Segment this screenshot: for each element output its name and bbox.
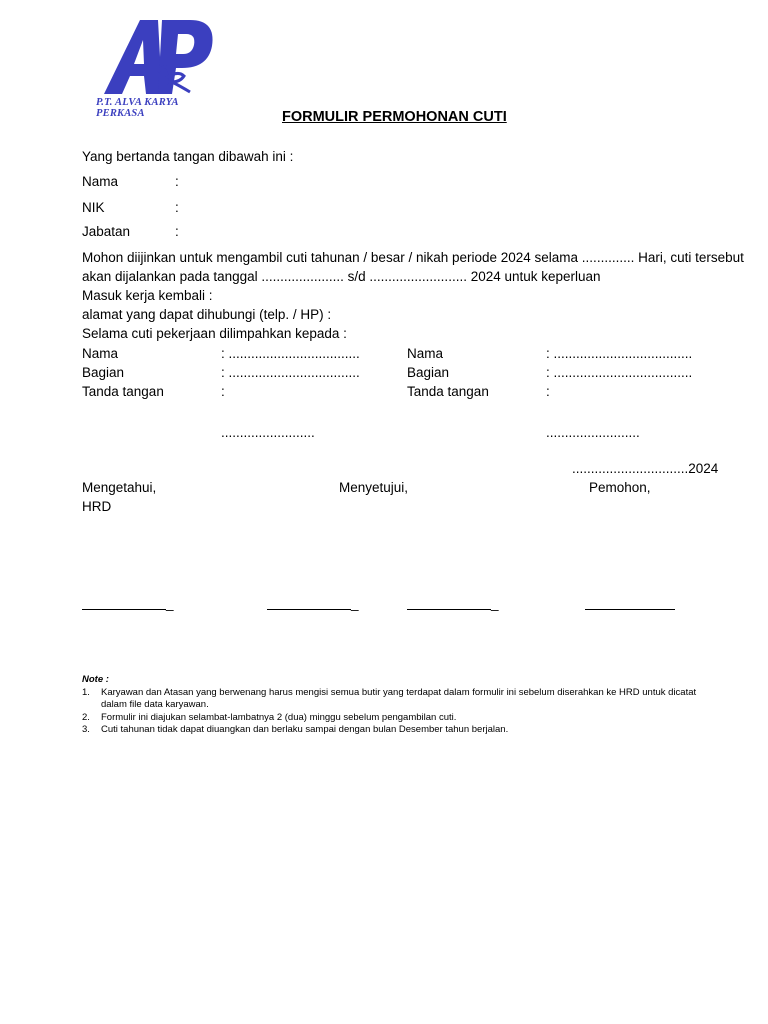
company-name: P.T. ALVA KARYA PERKASA [96, 97, 179, 119]
note-item-1-line1: Karyawan dan Atasan yang berwenang harus mengisi semua butir yang terdapat dalam formulir ini sebelum diserahkan ke HRD untuk dicatat [101, 687, 697, 698]
signature-line-2 [267, 609, 351, 610]
delegate-right-nama-label: Nama [407, 346, 444, 361]
note-item-3-line1: Cuti tahunan tidak dapat diuangkan dan berlaku sampai dengan bulan Desember tahun berjalan. [101, 724, 509, 735]
delegate-left-nama-value: : ................................... [221, 346, 360, 361]
field-nama-colon: : [175, 174, 179, 189]
form-title: FORMULIR PERMOHONAN CUTI [282, 109, 507, 125]
delegate-right-bagian-label: Bagian [407, 365, 450, 380]
intro-text: Yang bertanda tangan dibawah ini : [82, 149, 294, 164]
signature-underscore-3: _ [491, 596, 499, 611]
field-nama-label: Nama [82, 174, 119, 189]
request-line-2: akan dijalankan pada tanggal ...................... s/d .......................... 2024 untuk keperluan [82, 269, 601, 284]
date-line: ...............................2024 [572, 461, 719, 476]
field-nik-label: NIK [82, 200, 105, 215]
signature-line-3 [407, 609, 491, 610]
field-jabatan-label: Jabatan [82, 224, 131, 239]
field-nik-colon: : [175, 200, 179, 215]
company-logo [96, 16, 226, 119]
delegate-left-ttd-label: Tanda tangan [82, 384, 164, 399]
contact-text: alamat yang dapat dihubungi (telp. / HP) : [82, 307, 332, 322]
return-work-text: Masuk kerja kembali : [82, 288, 213, 303]
note-item-2-num: 2. [82, 712, 90, 723]
hrd-label: HRD [82, 499, 112, 514]
signature-underscore-hrd: _ [166, 596, 174, 611]
field-jabatan-colon: : [175, 224, 179, 239]
note-item-3-num: 3. [82, 724, 90, 735]
delegate-right-sign-dots: ......................... [546, 425, 640, 440]
note-item-2-line1: Formulir ini diajukan selambat-lambatnya 2 (dua) minggu sebelum pengambilan cuti. [101, 712, 457, 723]
signature-line-hrd [82, 609, 166, 610]
ap-logo-mark [100, 16, 220, 98]
pemohon-label: Pemohon, [589, 480, 651, 495]
note-heading: Note : [82, 674, 109, 685]
note-item-1-line2: dalam file data karyawan. [101, 699, 209, 710]
request-line-1: Mohon diijinkan untuk mengambil cuti tahunan / besar / nikah periode 2024 selama .............. Hari, cuti tersebut [82, 250, 744, 265]
delegate-left-bagian-label: Bagian [82, 365, 125, 380]
delegate-left-ttd-value: : [221, 384, 225, 399]
delegate-right-bagian-value: : ..................................... [546, 365, 693, 380]
signature-underscore-2: _ [351, 596, 359, 611]
signature-line-pemohon [585, 609, 675, 610]
delegate-right-ttd-label: Tanda tangan [407, 384, 489, 399]
menyetujui-label: Menyetujui, [339, 480, 409, 495]
delegation-intro: Selama cuti pekerjaan dilimpahkan kepada : [82, 326, 347, 341]
delegate-left-bagian-value: : ................................... [221, 365, 360, 380]
delegate-left-sign-dots: ......................... [221, 425, 315, 440]
delegate-right-nama-value: : ..................................... [546, 346, 693, 361]
note-item-1-num: 1. [82, 687, 90, 698]
delegate-left-nama-label: Nama [82, 346, 119, 361]
mengetahui-label: Mengetahui, [82, 480, 157, 495]
delegate-right-ttd-value: : [546, 384, 550, 399]
